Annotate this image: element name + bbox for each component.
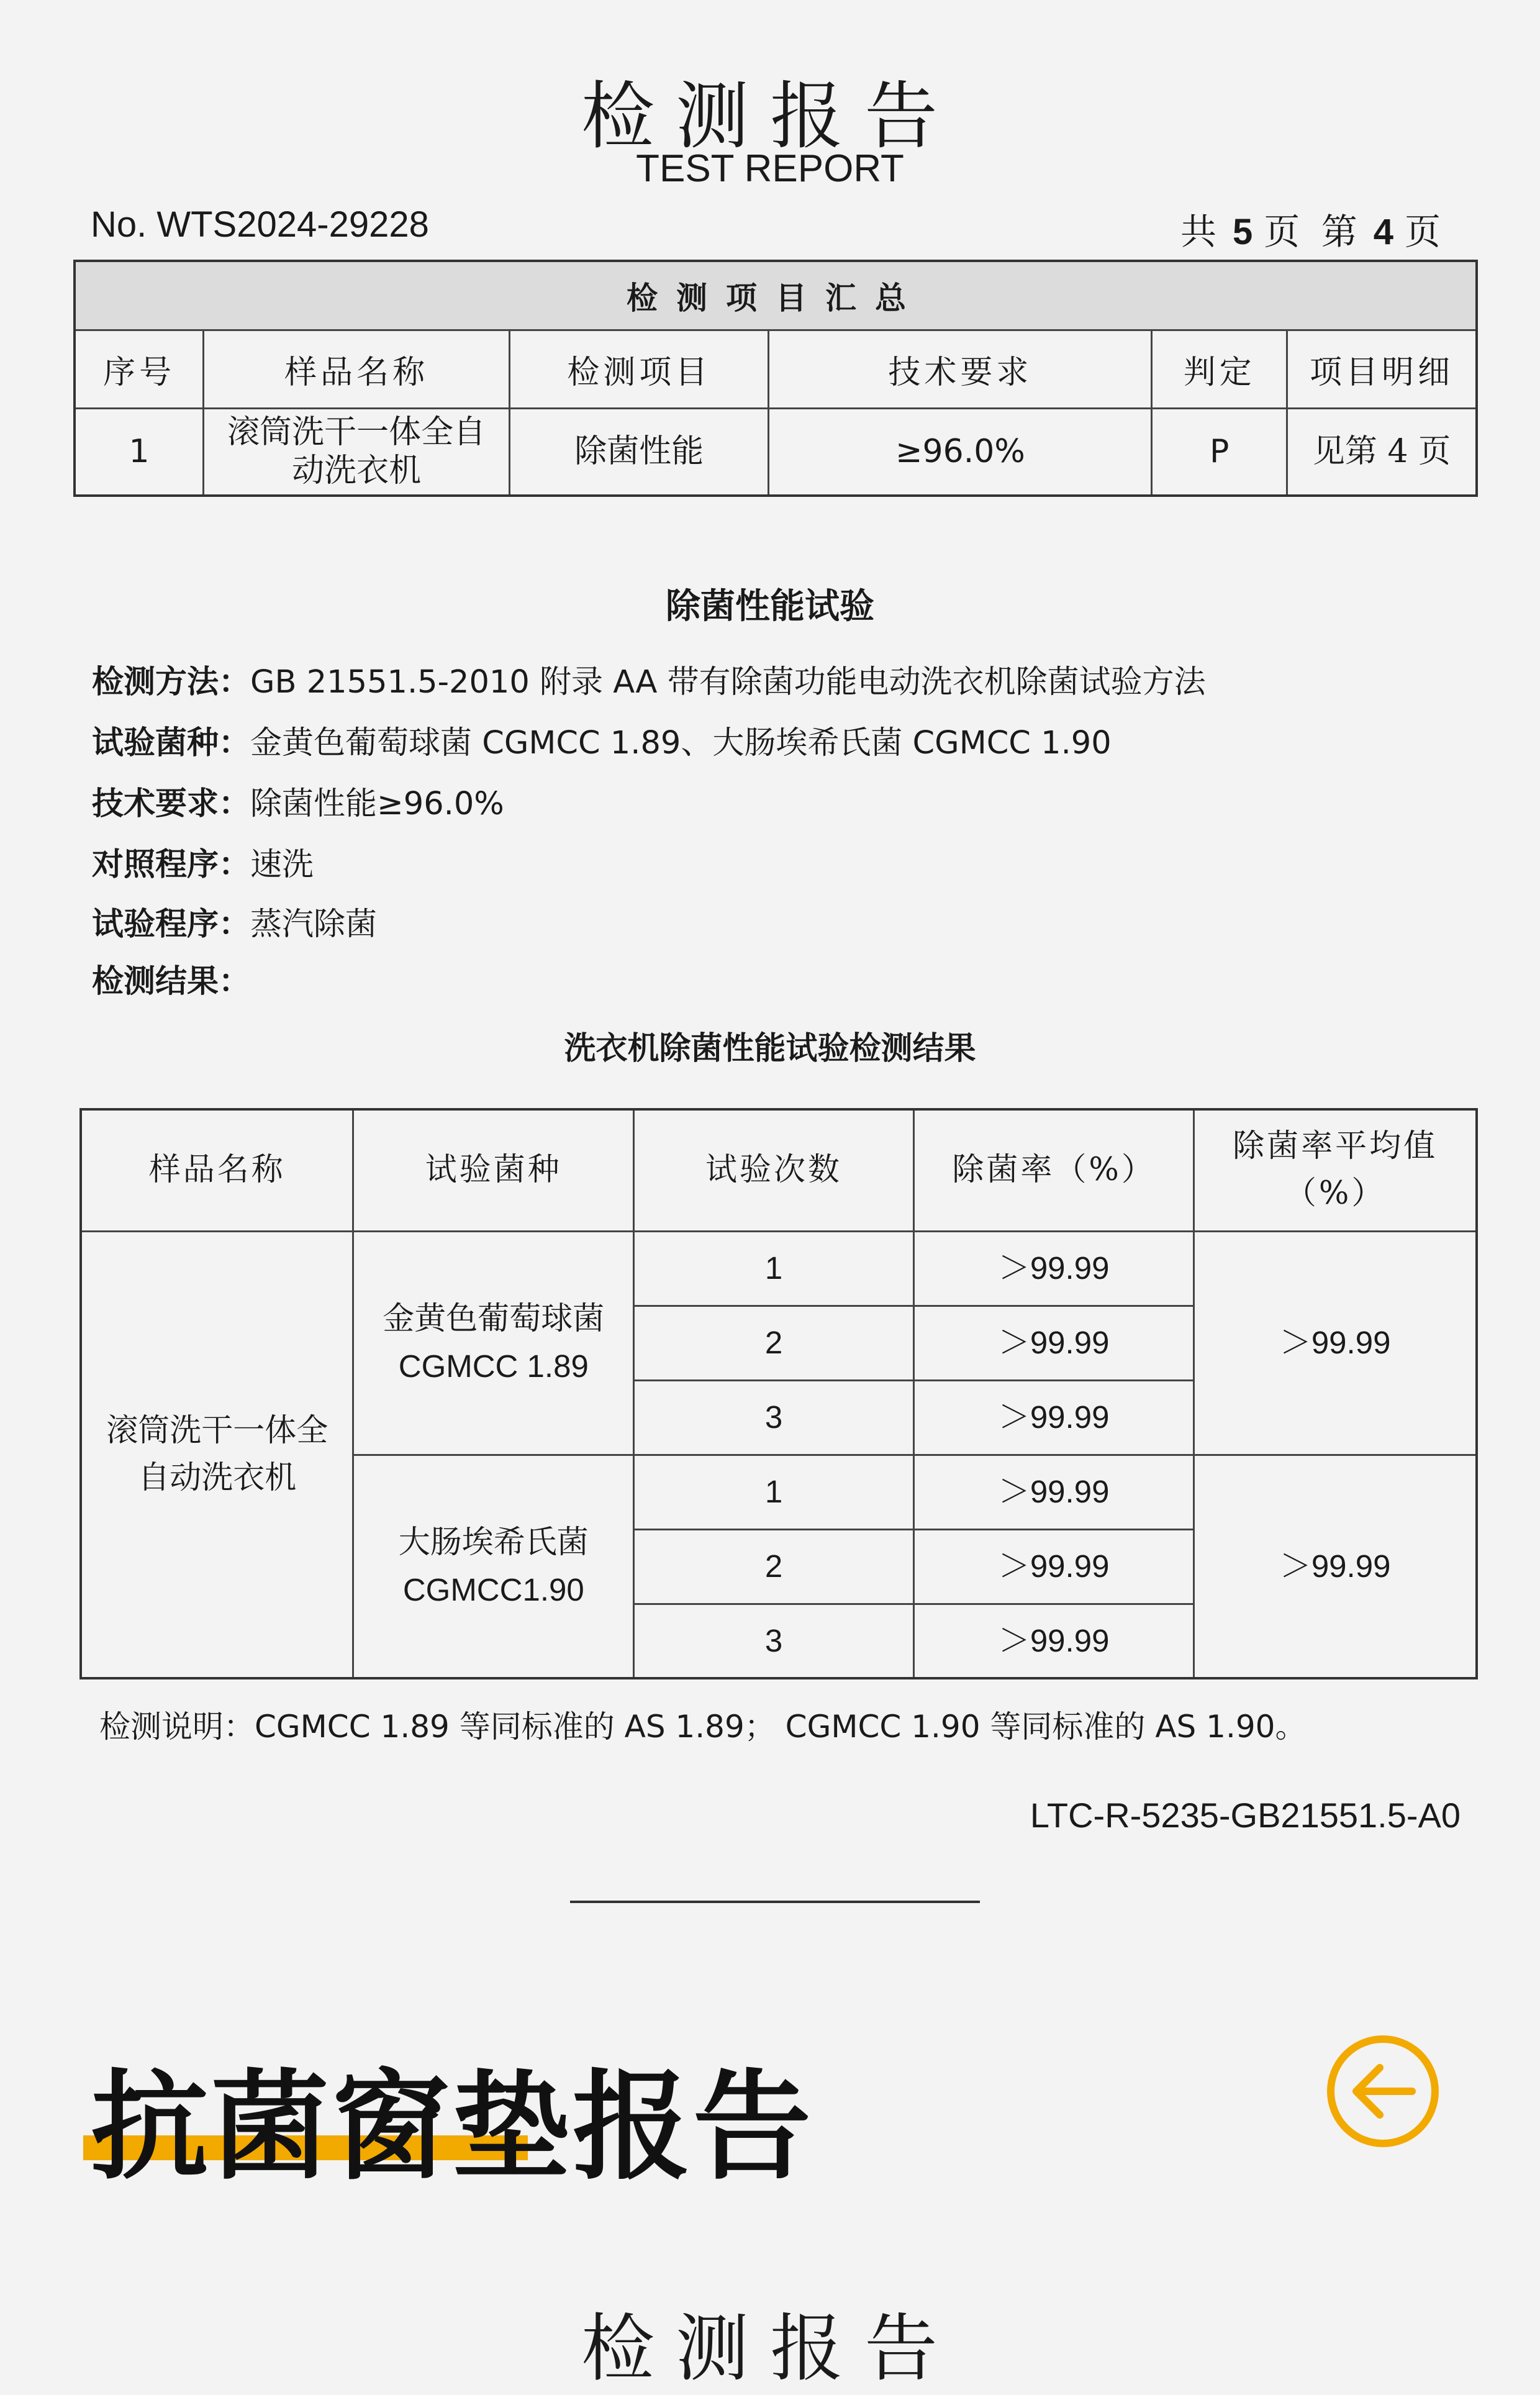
results-sample-line1: 滚筒洗干一体全 <box>106 1412 328 1449</box>
results-run-rate: ＞99.99 <box>914 1455 1194 1529</box>
test-program-line <box>92 898 377 944</box>
test-program-label: 试验程序： <box>92 906 251 943</box>
summary-table <box>73 260 1478 497</box>
results-strain-code: CGMCC1.90 <box>402 1571 584 1607</box>
strain-line <box>92 717 1112 763</box>
control-value: 速洗 <box>250 847 314 883</box>
document-code: LTC-R-5235-GB21551.5-A0 <box>1030 1796 1461 1835</box>
results-run-number: 3 <box>634 1604 914 1678</box>
results-average-cell: ＞99.99 <box>1194 1231 1477 1455</box>
summary-cell-judgement: P <box>1152 409 1287 496</box>
banner-title: 抗菌窗垫报告 <box>91 2058 814 2196</box>
page-unit: 页 <box>1264 211 1305 253</box>
results-run-number: 2 <box>634 1529 914 1604</box>
method-label: 检测方法： <box>92 664 251 701</box>
page-total-prefix: 共 <box>1180 211 1221 253</box>
page-total: 5 <box>1232 212 1253 252</box>
control-line <box>92 838 314 884</box>
requirement-line <box>92 778 504 824</box>
summary-cell-sample <box>204 409 510 496</box>
results-run-rate: ＞99.99 <box>914 1604 1194 1678</box>
results-header-average-line2: （%） <box>1284 1175 1386 1212</box>
results-header-count: 试验次数 <box>634 1109 914 1231</box>
results-strain-code: CGMCC 1.89 <box>398 1348 589 1384</box>
results-header-strain: 试验菌种 <box>353 1109 634 1231</box>
results-sample-cell <box>81 1231 353 1678</box>
report-title-en: TEST REPORT <box>636 147 904 190</box>
back-button[interactable] <box>1325 2034 1441 2149</box>
summary-cell-detail: 见第 4 页 <box>1287 409 1477 496</box>
summary-cell-requirement: ≥96.0% <box>769 409 1152 496</box>
summary-sample-line1: 滚筒洗干一体全自 <box>227 414 486 452</box>
results-strain-name: 大肠埃希氏菌 <box>398 1524 589 1561</box>
test-program-value: 蒸汽除菌 <box>250 906 378 943</box>
results-strain-name: 金黄色葡萄球菌 <box>383 1301 605 1337</box>
results-strain-cell <box>353 1231 634 1455</box>
page-current-prefix: 第 <box>1321 211 1362 253</box>
result-label: 检测结果： <box>92 963 251 1000</box>
results-run-number: 3 <box>634 1380 914 1455</box>
strain-label: 试验菌种： <box>92 725 251 761</box>
results-run-number: 1 <box>634 1455 914 1529</box>
method-line <box>92 656 1206 702</box>
results-header-sample: 样品名称 <box>81 1109 353 1231</box>
summary-header-sample: 样品名称 <box>204 330 510 409</box>
summary-header-no: 序号 <box>75 330 204 409</box>
results-run-rate: ＞99.99 <box>914 1231 1194 1306</box>
summary-header-judgement: 判定 <box>1152 330 1287 409</box>
results-header-average <box>1194 1109 1477 1231</box>
results-run-number: 2 <box>634 1306 914 1380</box>
page-current: 4 <box>1373 212 1393 252</box>
summary-header-requirement: 技术要求 <box>769 330 1152 409</box>
test-note: 检测说明：CGMCC 1.89 等同标准的 AS 1.89； CGMCC 1.90 等同标准的 AS 1.90。 <box>99 1709 1307 1745</box>
summary-header-detail: 项目明细 <box>1287 330 1477 409</box>
report-title: 检测报告 <box>581 73 959 159</box>
results-table <box>79 1108 1478 1679</box>
divider <box>570 1901 980 1903</box>
section-title: 除菌性能试验 <box>666 586 874 627</box>
results-average-cell: ＞99.99 <box>1194 1455 1477 1678</box>
results-header-rate: 除菌率（%） <box>914 1109 1194 1231</box>
summary-cell-no: 1 <box>75 409 204 496</box>
summary-cell-item: 除菌性能 <box>510 409 769 496</box>
results-strain-cell <box>353 1455 634 1678</box>
page-indicator <box>1180 202 1446 255</box>
page-current-suffix: 页 <box>1404 211 1446 253</box>
summary-sample-line2: 动洗衣机 <box>292 452 422 490</box>
results-run-rate: ＞99.99 <box>914 1529 1194 1604</box>
results-run-rate: ＞99.99 <box>914 1306 1194 1380</box>
summary-caption: 检测项目汇总 <box>75 261 1477 330</box>
results-sample-line2: 自动洗衣机 <box>138 1459 297 1496</box>
report-number: No. WTS2024-29228 <box>91 204 429 245</box>
results-table-title: 洗衣机除菌性能试验检测结果 <box>564 1030 976 1067</box>
method-value: GB 21551.5-2010 附录 AA 带有除菌功能电动洗衣机除菌试验方法 <box>250 664 1206 701</box>
result-line <box>92 955 250 1001</box>
summary-header-item: 检测项目 <box>510 330 769 409</box>
control-label: 对照程序： <box>92 847 251 883</box>
requirement-value: 除菌性能≥96.0% <box>250 786 504 822</box>
arrow-left-circle-icon <box>1325 2034 1441 2149</box>
results-run-number: 1 <box>634 1231 914 1306</box>
requirement-label: 技术要求： <box>92 786 251 822</box>
strain-value: 金黄色葡萄球菌 CGMCC 1.89、大肠埃希氏菌 CGMCC 1.90 <box>250 725 1112 761</box>
results-run-rate: ＞99.99 <box>914 1380 1194 1455</box>
results-header-average-line1: 除菌率平均值 <box>1233 1128 1438 1165</box>
next-report-title: 检测报告 <box>581 2306 959 2391</box>
